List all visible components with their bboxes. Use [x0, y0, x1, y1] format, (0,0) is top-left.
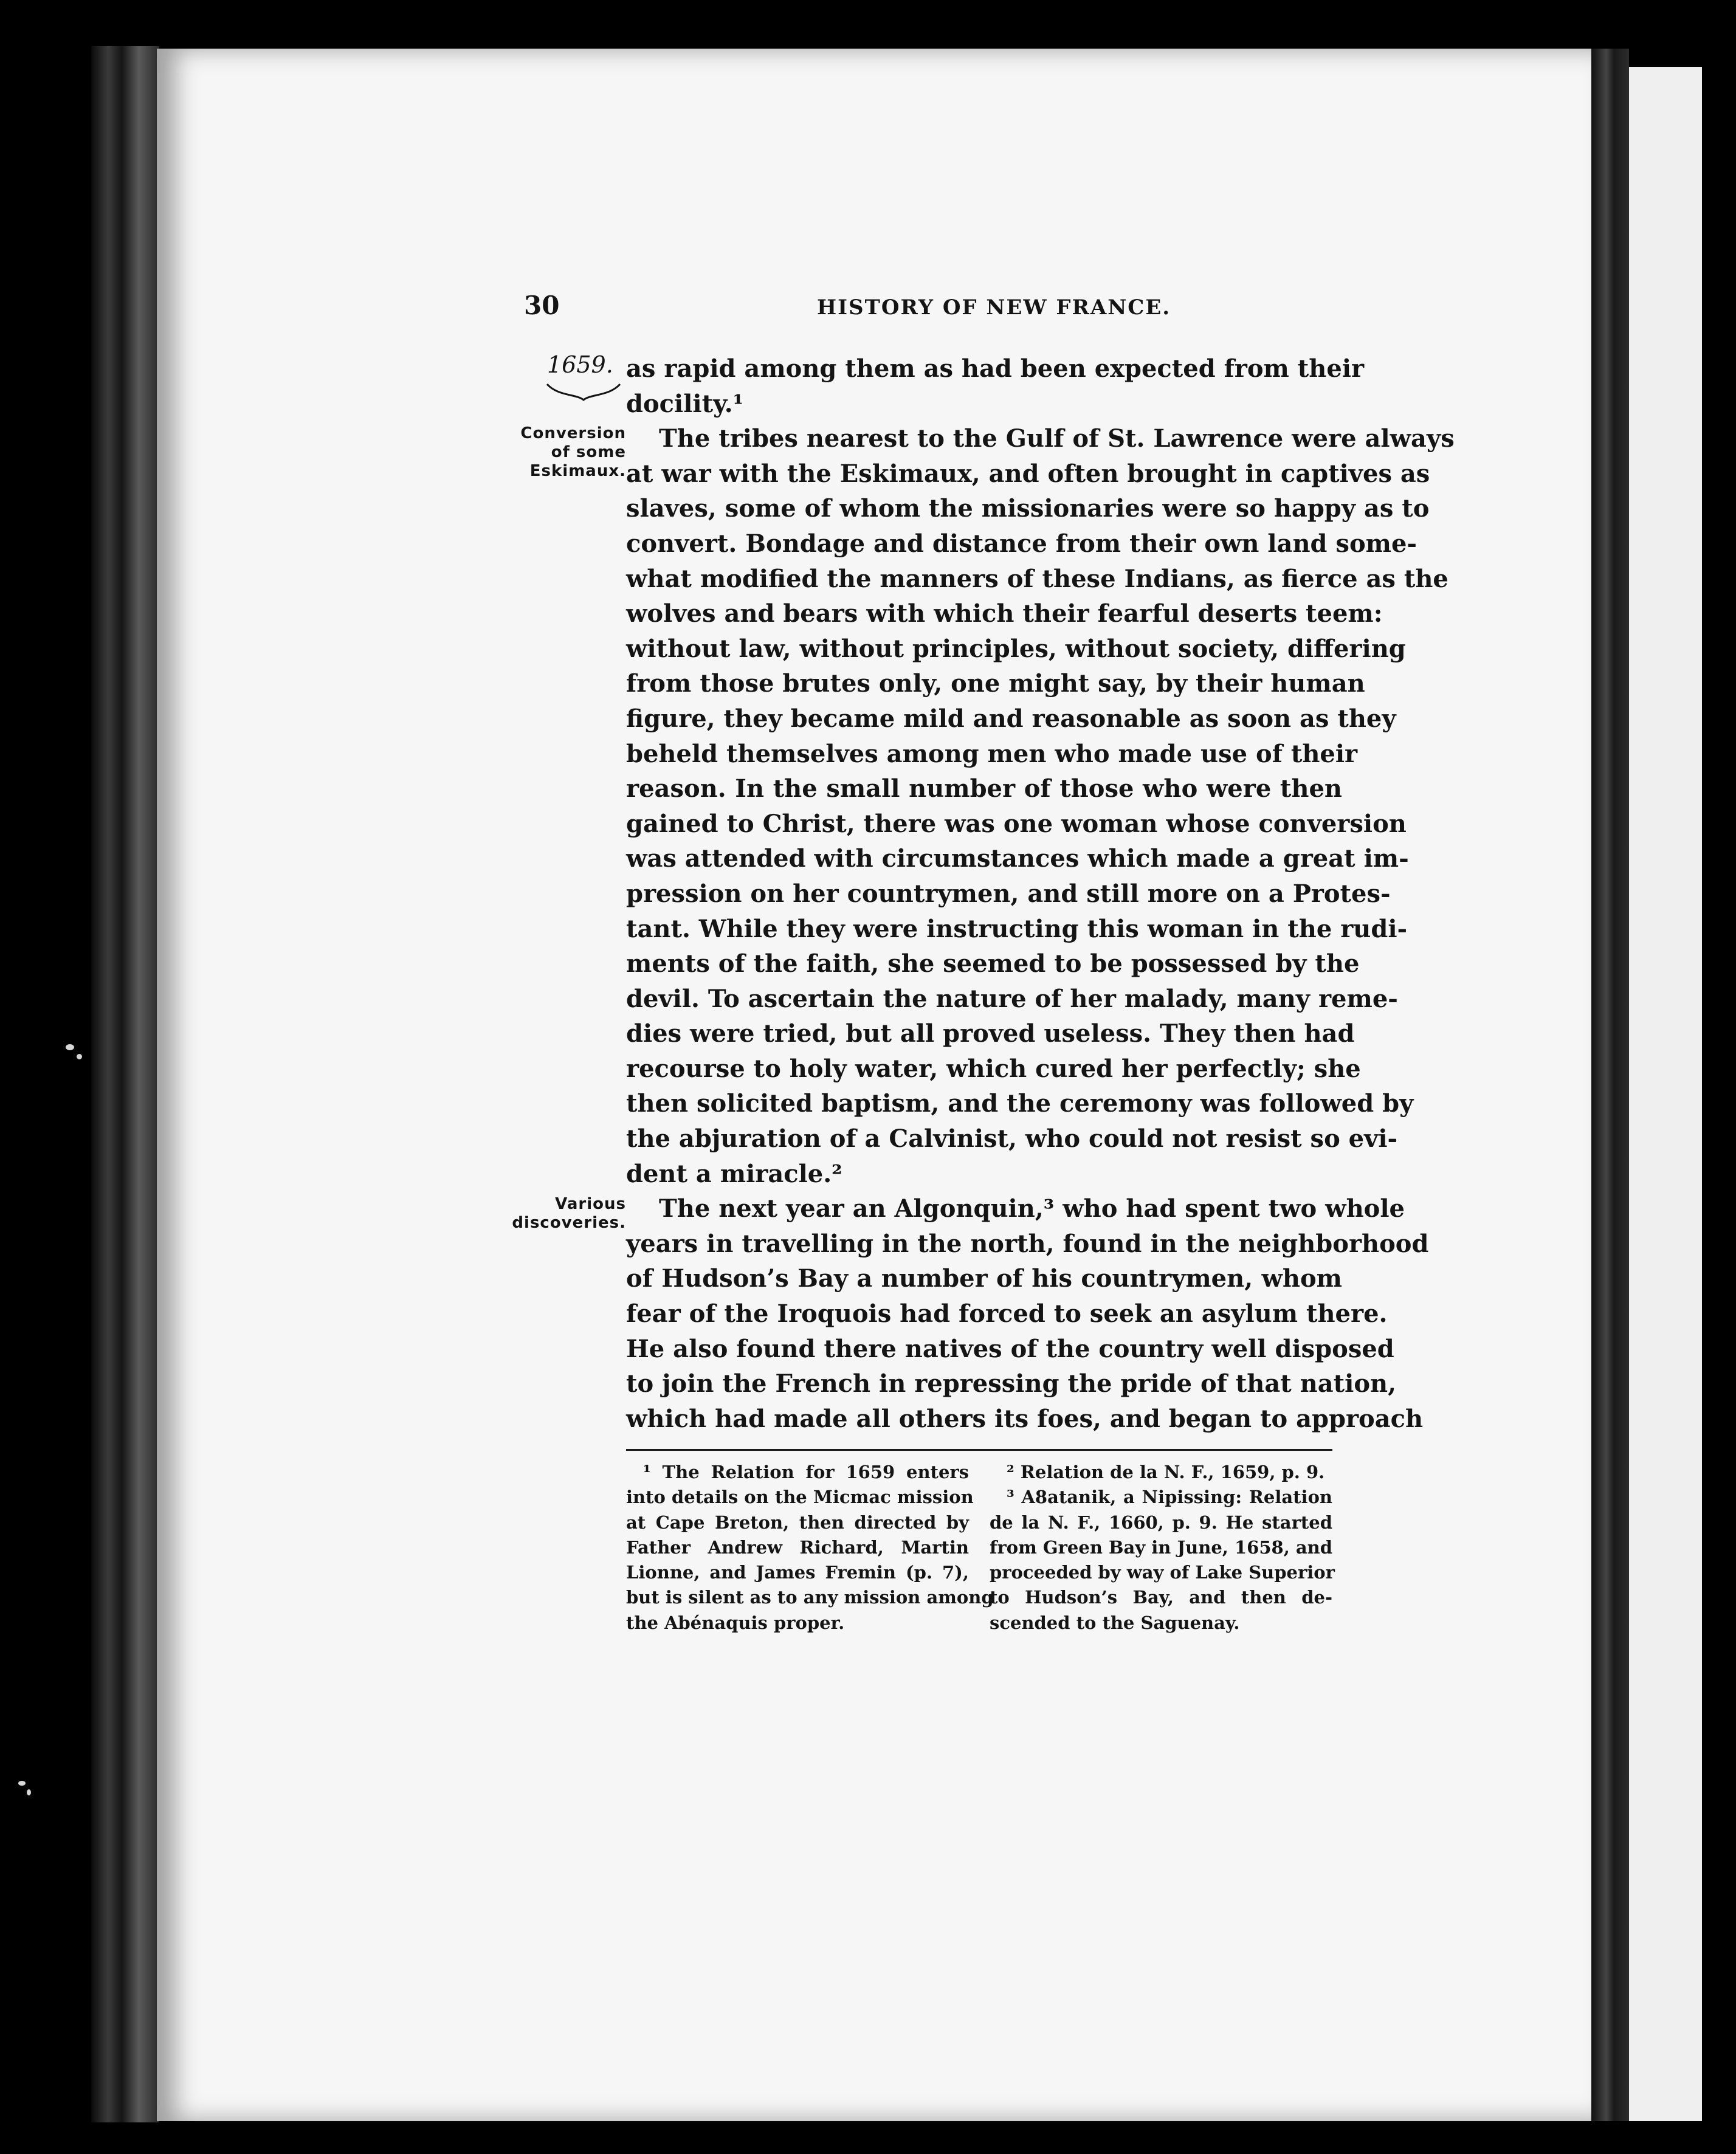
- sidenote-line: Eskimaux.: [529, 462, 626, 480]
- body-line: docility.¹: [626, 389, 744, 418]
- footnote-line: but is silent as to any mission among: [626, 1587, 994, 1608]
- body-line: to join the French in repressing the pride of that nation,: [626, 1369, 1397, 1399]
- body-line: beheld themselves among men who made use of their: [626, 739, 1358, 768]
- body-text: [626, 351, 1455, 1436]
- sidenote-line: discoveries.: [512, 1214, 626, 1232]
- footnote-line: Lionne, and James Fremin (p. 7),: [626, 1562, 969, 1583]
- footnote-column-right: [990, 1460, 1335, 1636]
- year-brace-ornament: [546, 382, 621, 404]
- body-line: slaves, some of whom the missionaries were so happy as to: [626, 494, 1430, 523]
- body-line: dies were tried, but all proved useless. They then had: [626, 1019, 1355, 1048]
- footnote-line: ³ A8atanik, a Nipissing: Relation: [1007, 1487, 1332, 1508]
- body-line: ments of the faith, she seemed to be possessed by the: [626, 949, 1360, 979]
- footnote-line: to Hudson’s Bay, and then de-: [990, 1587, 1332, 1608]
- sidenote-line: Various: [555, 1195, 626, 1213]
- footnote-line: ¹ The Relation for 1659 enters: [643, 1462, 969, 1482]
- scan-speck: [18, 1781, 26, 1786]
- body-line: fear of the Iroquois had forced to seek an asylum there.: [626, 1299, 1388, 1329]
- body-line: recourse to holy water, which cured her perfectly; she: [626, 1054, 1361, 1083]
- body-line: which had made all others its foes, and began to approach: [626, 1404, 1424, 1433]
- footnote-line: de la N. F., 1660, p. 9. He started: [990, 1512, 1332, 1533]
- footnote-line: the Abénaquis proper.: [626, 1612, 845, 1633]
- body-line: wolves and bears with which their fearful deserts teem:: [626, 599, 1383, 628]
- body-line: The tribes nearest to the Gulf of St. Lawrence were always: [659, 424, 1455, 453]
- body-line: gained to Christ, there was one woman whose conversion: [626, 809, 1407, 838]
- body-line: He also found there natives of the country well disposed: [626, 1334, 1394, 1363]
- body-line: from those brutes only, one might say, by their human: [626, 669, 1365, 698]
- footnote-rule: [626, 1449, 1332, 1451]
- body-line: of Hudson’s Bay a number of his countrymen, whom: [626, 1264, 1342, 1293]
- page-edge-shadow: [1591, 49, 1629, 2121]
- adjacent-page-edge: [1629, 67, 1702, 2121]
- body-line: without law, without principles, without society, differing: [626, 634, 1406, 663]
- scan-speck: [66, 1044, 74, 1050]
- body-line: The next year an Algonquin,³ who had spent two whole: [659, 1194, 1405, 1223]
- scan-speck: [77, 1054, 82, 1059]
- running-title: HISTORY OF NEW FRANCE.: [817, 295, 1171, 320]
- sidenote-discoveries: [486, 1195, 626, 1233]
- body-line: devil. To ascertain the nature of her malady, many reme-: [626, 984, 1398, 1013]
- footnote-line: ² Relation de la N. F., 1659, p. 9.: [1007, 1462, 1325, 1482]
- body-line: convert. Bondage and distance from their own land some-: [626, 529, 1417, 558]
- footnote-line: proceeded by way of Lake Superior: [990, 1562, 1335, 1583]
- footnote-line: at Cape Breton, then directed by: [626, 1512, 969, 1533]
- scan-speck: [27, 1789, 31, 1795]
- sidenote-line: of some: [551, 443, 626, 461]
- footnote-line: into details on the Micmac mission: [626, 1487, 974, 1508]
- page-number: 30: [524, 291, 560, 320]
- running-head: [524, 291, 1332, 327]
- footnote-column-left: [626, 1460, 994, 1636]
- body-line: at war with the Eskimaux, and often brought in captives as: [626, 459, 1430, 488]
- body-line: tant. While they were instructing this woman in the rudi-: [626, 914, 1408, 943]
- body-line: as rapid among them as had been expected from their: [626, 354, 1365, 383]
- footnote-line: scended to the Saguenay.: [990, 1612, 1240, 1633]
- book-gutter: [91, 46, 159, 2122]
- footnote-line: Father Andrew Richard, Martin: [626, 1536, 969, 1558]
- sidenote-line: Conversion: [520, 424, 626, 442]
- sidenote-conversion: [486, 424, 626, 481]
- margin-year: 1659.: [547, 351, 613, 378]
- body-line: was attended with circumstances which made a great im-: [626, 844, 1409, 873]
- body-line: reason. In the small number of those who were then: [626, 774, 1342, 803]
- body-line: then solicited baptism, and the ceremony was followed by: [626, 1089, 1414, 1118]
- footnote-line: from Green Bay in June, 1658, and: [990, 1536, 1333, 1558]
- body-line: pression on her countrymen, and still more on a Protes-: [626, 879, 1391, 908]
- body-line: dent a miracle.²: [626, 1159, 842, 1188]
- body-line: years in travelling in the north, found in the neighborhood: [626, 1229, 1429, 1258]
- body-line: figure, they became mild and reasonable as soon as they: [626, 704, 1396, 733]
- body-line: the abjuration of a Calvinist, who could not resist so evi-: [626, 1124, 1398, 1154]
- body-line: what modified the manners of these Indians, as fierce as the: [626, 564, 1448, 593]
